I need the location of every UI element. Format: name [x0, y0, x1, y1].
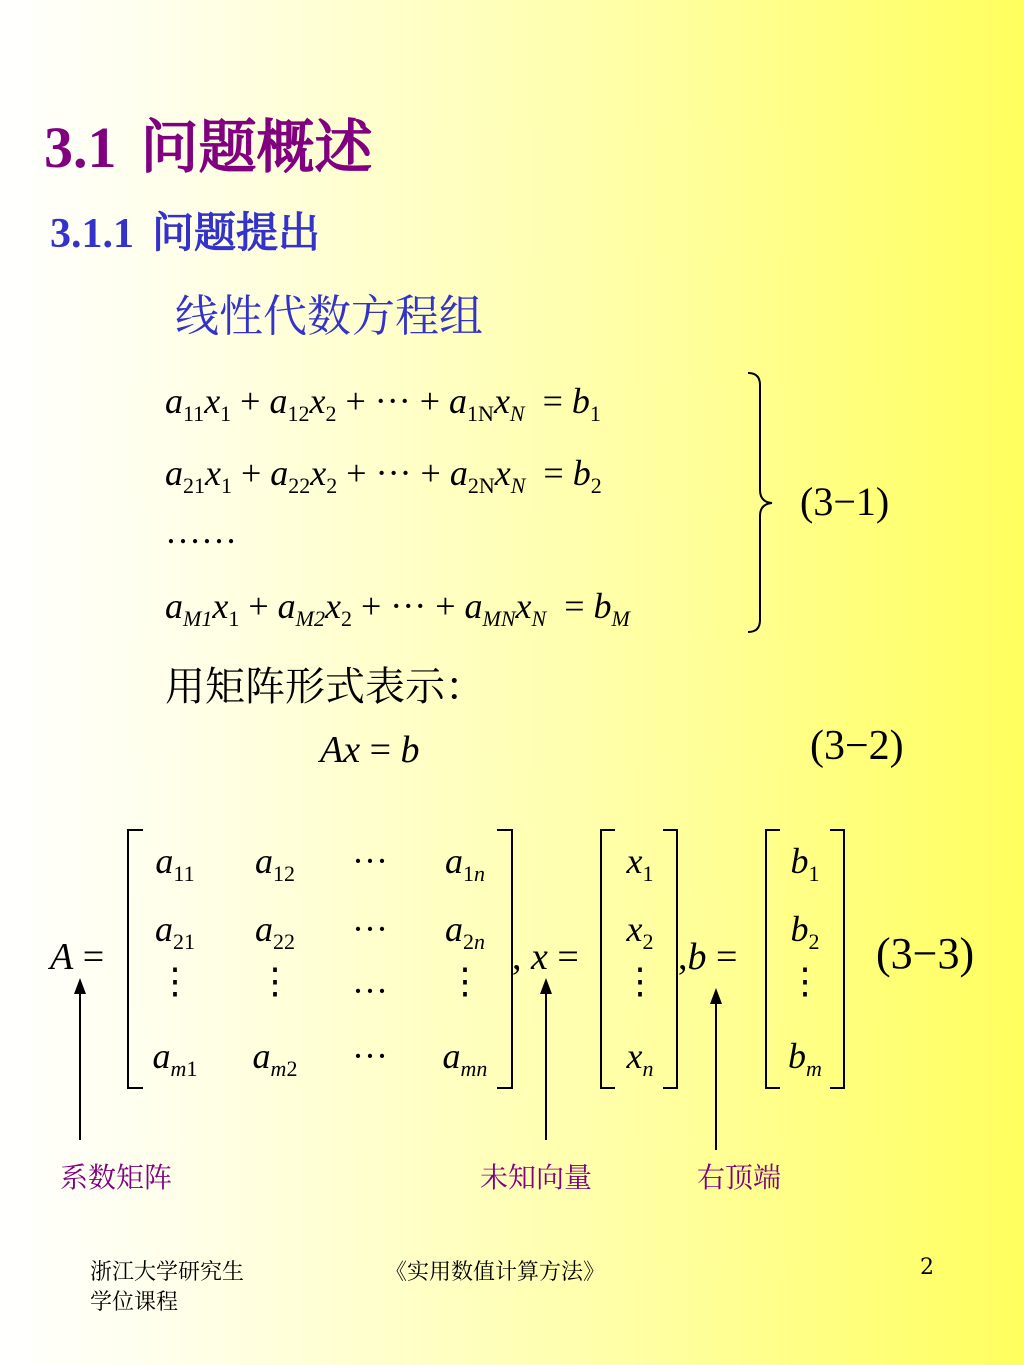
subsection-number: 3.1.1: [50, 211, 134, 257]
arrowhead: [540, 978, 552, 994]
matrix-x-label: , x =: [512, 936, 579, 978]
matrix-cell: ···: [352, 909, 388, 949]
vector-cell: $b_2$: [790, 909, 820, 954]
vector-cell: ⋮: [787, 961, 823, 1001]
matrix-cell: $a_{1n}$: [445, 841, 485, 886]
equation-label-3-1: (3−1): [800, 479, 890, 524]
annotation-unknown-vector: 未知向量: [480, 1161, 593, 1194]
matrix-cell: ⋮: [447, 961, 483, 1001]
matrix-cell: $a_{11}$: [155, 841, 195, 886]
vector-cell: ⋮: [622, 961, 658, 1001]
matrix-cell: ···: [352, 971, 388, 1011]
vector-cell: $b_1$: [790, 841, 820, 886]
vector-cell: $b_m$: [788, 1036, 822, 1081]
annotation-rhs: 右顶端: [697, 1161, 782, 1194]
equation-label-3-3: (3−3): [876, 929, 975, 978]
equation-row-2: $a_{21}x_1 + a_{22}x_2$ + ··· + $a_{2N}x_N = b_2$: [165, 453, 602, 498]
arrowhead: [74, 978, 86, 994]
equation-ellipsis: ……: [165, 511, 237, 551]
matrix-b-label: ,b =: [678, 936, 738, 978]
matrix-cell: $a_{21}$: [155, 909, 195, 954]
subsection-title-text: 问题提出: [152, 211, 321, 257]
vector-cell: $x_n$: [626, 1036, 654, 1081]
matrix-cell: ⋮: [157, 961, 193, 1001]
section-number: 3.1: [44, 115, 117, 180]
matrix-A-label: A =: [50, 936, 105, 978]
matrix-A-left-bracket: [128, 830, 143, 1088]
section-title-text: 问题概述: [140, 115, 373, 180]
matrix-cell: $a_{12}$: [255, 841, 295, 886]
arrowhead: [710, 988, 722, 1004]
matrix-cell: ···: [352, 841, 388, 881]
footer-institution-line2: 学位课程: [90, 1290, 179, 1315]
vector-cell: $x_2$: [626, 909, 654, 954]
system-right-brace: [748, 373, 772, 632]
equation-row-1: $a_{11}x_1 + a_{12}x_2$ + ··· + $a_{1N}x_N = b_1$: [165, 381, 601, 426]
matrix-intro: 用矩阵形式表示：: [165, 664, 485, 710]
vector-b-left-bracket: [766, 830, 780, 1088]
footer-page-number: 2: [920, 1255, 934, 1280]
footer-course: 《实用数值计算方法》: [385, 1260, 606, 1285]
matrix-equation: Ax = b: [320, 729, 420, 771]
annotation-coef-matrix: 系数矩阵: [60, 1161, 173, 1194]
equation-label-3-2: (3−2): [810, 723, 904, 769]
footer-institution-line1: 浙江大学研究生: [90, 1260, 245, 1285]
topic-heading: 线性代数方程组: [175, 291, 483, 342]
vector-x-left-bracket: [601, 830, 615, 1088]
matrix-cell: ···: [352, 1036, 388, 1076]
vector-b-right-bracket: [830, 830, 844, 1088]
matrix-cell: ⋮: [257, 961, 293, 1001]
vector-x-right-bracket: [663, 830, 677, 1088]
matrix-A-right-bracket: [497, 830, 512, 1088]
equation-row-m: $a_{M1}x_1 + a_{M2}x_2$ + ··· + $a_{MN}x_N = b_M$: [165, 586, 630, 631]
matrix-cell: $a_{m1}$: [152, 1036, 198, 1081]
matrix-cell: $a_{2n}$: [445, 909, 485, 954]
matrix-cell: $a_{m2}$: [252, 1036, 298, 1081]
matrix-cell: $a_{22}$: [255, 909, 295, 954]
vector-cell: $x_1$: [626, 841, 654, 886]
matrix-cell: $a_{mn}$: [442, 1036, 488, 1081]
